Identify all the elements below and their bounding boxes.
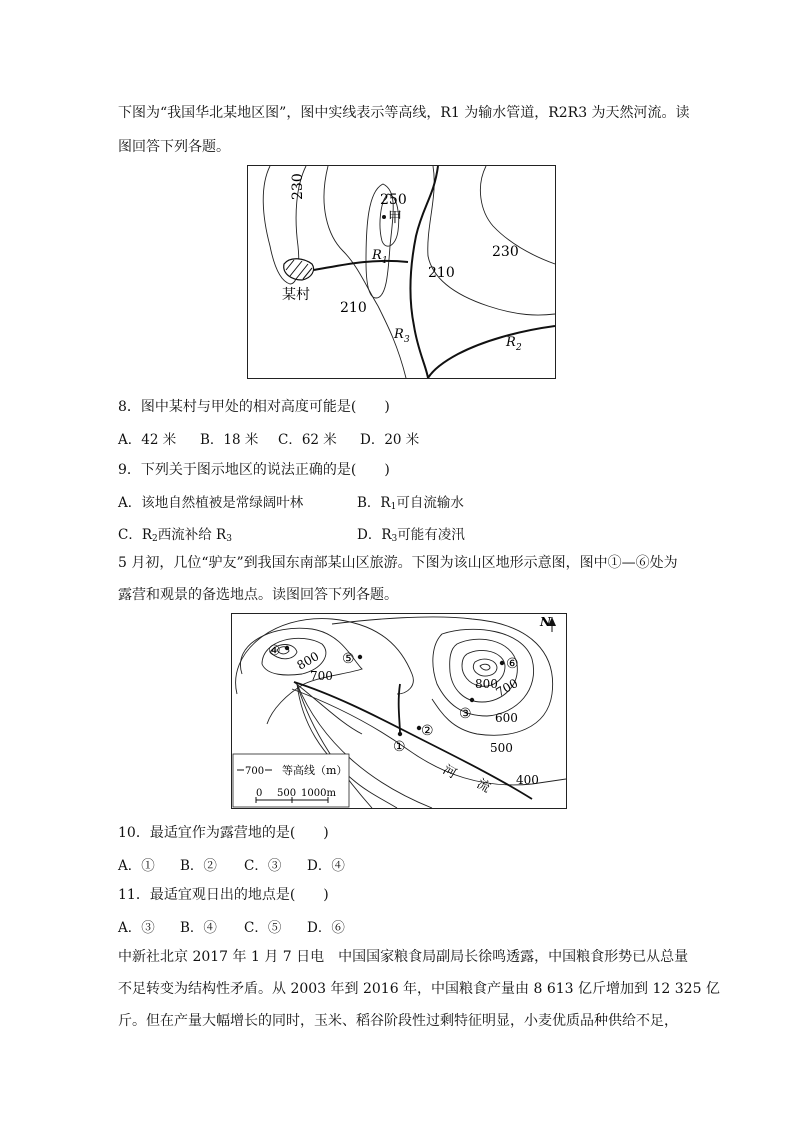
q10-option-b[interactable]: B．② [180, 858, 217, 874]
label-400: 400 [516, 773, 539, 787]
intro-text-line2: 图回答下列各题。 [118, 139, 230, 155]
q9-d-sub: 3 [391, 534, 398, 544]
q8-option-a[interactable]: A．42 米 [118, 432, 177, 448]
southeast-mountain-map-svg [232, 614, 566, 808]
label-site-6: ⑥ [506, 656, 519, 672]
river-r2 [428, 326, 555, 378]
pipeline-r1 [314, 261, 408, 270]
q11-stem: 11．最适宜观日出的地点是( ) [118, 887, 329, 903]
q8-option-b[interactable]: B．18 米 [200, 432, 259, 448]
label-he: 河 [440, 762, 459, 782]
label-700-left: 700 [310, 669, 333, 683]
point-1 [398, 732, 402, 736]
label-r1: R [372, 248, 382, 263]
q9-c-sub2: 3 [226, 534, 232, 544]
scale-1000: 1000m [301, 788, 336, 799]
legend-contour: 等高线（m） [282, 764, 348, 777]
q9-option-d[interactable] [357, 523, 465, 544]
news-line2: 不足转变为结构性矛盾。从 2003 年到 2016 年，中国粮食产量由 8 613 亿斤增加到 12 325 亿 [118, 981, 720, 997]
q8-option-d[interactable]: D．20 米 [360, 432, 420, 448]
q9-d-prefix: D．R [357, 527, 392, 543]
river-branch [399, 684, 400, 734]
contour-right-peak [473, 659, 497, 676]
contour-right-top [480, 664, 490, 670]
contour-right-600 [433, 629, 534, 716]
label-site-4: ④ [268, 643, 281, 659]
label-230-left: 230 [290, 173, 306, 200]
north-china-contour-map-svg [248, 166, 555, 378]
q9-c-mid: 西流补给 R [157, 527, 227, 543]
label-210-right: 210 [428, 265, 455, 281]
north-china-contour-map [247, 165, 556, 379]
q9-b-suffix: 可自流输水 [396, 495, 464, 511]
label-site-5: ⑤ [342, 651, 355, 667]
q9-b-prefix: B．R [357, 495, 391, 511]
q10-option-d[interactable]: D．④ [307, 858, 345, 874]
point-6 [500, 661, 504, 665]
intro2-text-line2: 露营和观景的备选地点。读图回答下列各题。 [118, 587, 398, 603]
q11-option-c[interactable]: C．⑤ [244, 920, 282, 936]
label-250: 250 [380, 192, 407, 208]
contour-right-500 [332, 617, 553, 735]
scale-500: 500 [277, 788, 297, 799]
legend-700: 700 [245, 766, 265, 777]
q9-c-sub: 2 [152, 534, 158, 544]
label-jia: 甲 [388, 210, 402, 226]
label-500: 500 [490, 741, 513, 755]
intro-text-line1: 下图为“我国华北某地区图”，图中实线表示等高线，R1 为输水管道，R2R3 为天然河流。读 [118, 105, 690, 121]
label-r3: R [394, 327, 404, 342]
label-site-3: ③ [459, 706, 472, 722]
point-5 [358, 655, 362, 659]
q9-c-prefix: C．R [118, 527, 152, 543]
label-north: N [540, 615, 551, 629]
q9-option-c[interactable] [118, 523, 232, 544]
label-800-right: 800 [475, 677, 498, 691]
label-800-left: 800 [294, 649, 322, 673]
q8-option-c[interactable]: C．62 米 [278, 432, 337, 448]
q11-option-d[interactable]: D．⑥ [307, 920, 345, 936]
label-700-right: 700 [493, 676, 521, 700]
label-210-left: 210 [340, 300, 367, 316]
label-r1-sub: 1 [382, 256, 388, 266]
label-liu: 流 [474, 776, 493, 796]
label-site-2: ② [421, 723, 434, 739]
contour-ridge [294, 682, 362, 734]
intro2-text-line1: 5 月初，几位“驴友”到我国东南部某山区旅游。下图为该山区地形示意图，图中①—⑥处为 [118, 555, 678, 571]
southeast-mountain-map [231, 613, 567, 809]
q9-b-sub: 1 [390, 502, 397, 512]
q8-stem: 8．图中某村与甲处的相对高度可能是( ) [118, 399, 390, 415]
q10-option-a[interactable]: A．① [118, 858, 155, 874]
label-village: 某村 [282, 287, 310, 303]
news-line1: 中新社北京 2017 年 1 月 7 日电 中国国家粮食局副局长徐鸣透露，中国粮食形势已从总量 [118, 949, 689, 965]
q9-option-a[interactable]: A．该地自然植被是常绿阔叶林 [118, 495, 304, 511]
label-600: 600 [495, 711, 518, 725]
news-line3: 斤。但在产量大幅增长的同时，玉米、稻谷阶段性过剩特征明显，小麦优质品种供给不足， [118, 1013, 678, 1029]
q10-stem: 10．最适宜作为露营地的是( ) [118, 825, 329, 841]
village-outline [284, 259, 314, 280]
q11-option-a[interactable]: A．③ [118, 920, 155, 936]
point-jia [382, 215, 386, 219]
label-230-right: 230 [492, 244, 519, 260]
label-site-1: ① [393, 739, 406, 755]
contour-210-right [428, 166, 555, 315]
q11-option-b[interactable]: B．④ [180, 920, 217, 936]
q9-option-b[interactable] [357, 491, 464, 512]
q10-option-c[interactable]: C．③ [244, 858, 282, 874]
point-3 [470, 698, 474, 702]
point-4 [285, 646, 289, 650]
label-r2-sub: 2 [516, 343, 522, 353]
contour-left-1 [240, 628, 362, 724]
q9-stem: 9．下列关于图示地区的说法正确的是( ) [118, 462, 390, 478]
q9-d-suffix: 可能有凌汛 [397, 527, 465, 543]
label-r2: R [506, 335, 516, 350]
scale-0: 0 [256, 788, 263, 799]
label-r3-sub: 3 [404, 335, 410, 345]
legend-box [233, 754, 349, 807]
